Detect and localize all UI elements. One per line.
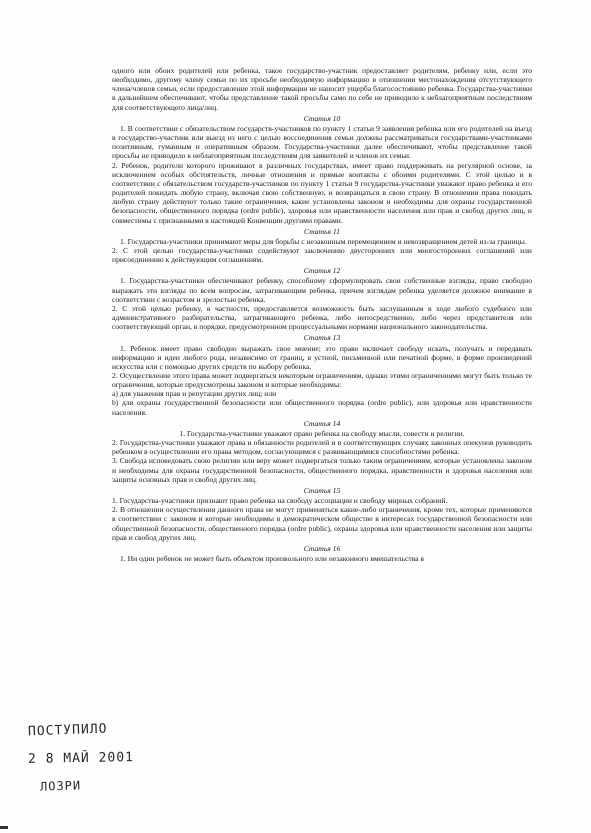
article-13-paragraph-2: 2. Осуществление этого права может подвергаться некоторым ограничениям, однако этими ограничениями могут быть только те ограничения, которые предусмотрены законом и которые необходимы: — [112, 371, 532, 390]
document-body — [112, 66, 532, 563]
received-stamp-label: ПОСТУПИЛО — [27, 721, 108, 740]
article-13-item-a: a) для уважения прав и репутации других лиц; или — [112, 389, 277, 399]
article-13-item-b: b) для охраны государственной безопасности или общественного порядка (ordre public), или здоровья или нравственности населения. — [112, 398, 532, 417]
article-16-paragraph-1: 1. Ни один ребенок не может быть объектом произвольного или незаконного вмешательства в — [120, 553, 424, 563]
article-12-heading: Статья 12 — [303, 266, 341, 276]
article-14-paragraph-3: 3. Свобода исповедовать свою религию или веру может подвергаться только таким ограничениям, которые установлены законом и необходимы для охраны государственной безопасности, общественного порядка, нравственности и здоровья населения или защиты основных прав и свобод других лиц. — [112, 456, 532, 484]
scan-edge-mark — [0, 826, 8, 829]
article-13-heading: Статья 13 — [303, 333, 341, 343]
article-11-paragraph-1: 1. Государства-участники принимают меры для борьбы с незаконным перемещением и невозвращением детей из-за границы. — [120, 236, 527, 246]
article-14-heading: Статья 14 — [303, 418, 341, 428]
paragraph-intro: одного или обоих родителей или ребенка, такое государство-участник предоставляет родителям, ребенку или, если это необходимо, другому члену семьи по их просьбе необходимую информацию в отношении местонахождения отсутствующего члена/членов семьи, если предоставление этой информации не наносит ущерба благосостоянию ребенка. Государства-участники в дальнейшем обеспечивают, чтобы представление такой просьбы само по себе не приводило к неблагоприятным последствиям для соответствующего лица/лиц. — [112, 66, 532, 112]
received-stamp-office: ЛОЗРИ — [39, 778, 82, 794]
article-12-paragraph-2: 2. С этой целью ребенку, в частности, предоставляется возможность быть заслушанным в ходе любого судебного или административного разбирательства, затрагивающего ребенка, либо непосредственно, либо через представителя или соответствующий орган, в порядке, предусмотренном процессуальными нормами национального законодательства. — [112, 303, 532, 332]
article-16-heading: Статья 16 — [303, 543, 341, 553]
article-10-heading: Статья 10 — [303, 113, 341, 123]
article-10-paragraph-2: 2. Ребенок, родители которого проживают в различных государствах, имеет право поддерживать на регулярной основе, за исключением особых обстоятельств, личные отношения и прямые контакты с обоими родителями. С этой целью и в соответствии с обязательством государств-участников по пункту 1 статьи 9 государства-участники уважают право ребенка и его родителей покидать любую страну, включая свою собственную, и возвращаться в свою страну. В отношении права покидать любую страну действуют только такие ограничения, какие установлены законом и необходимы для охраны государственной безопасности, общественного порядка (ordre public), здоровья или нравственности населения или прав и свобод других лиц, и совместимы с признанными в настоящей Конвенции другими правами. — [112, 160, 532, 225]
article-15-paragraph-1: 1. Государства-участники признают право ребенка на свободу ассоциации и свободу мирных собраний. — [112, 496, 448, 506]
article-15-heading: Статья 15 — [303, 485, 341, 495]
article-11-heading: Статья 11 — [304, 226, 340, 236]
article-13-paragraph-1: 1. Ребенок имеет право свободно выражать свое мнение; это право включает свободу искать, получать и передавать информацию и идеи любого рода, независимо от границ, в устной, письменной или печатной форме, в форме произведений искусства или с помощью других средств по выбору ребенка. — [112, 343, 532, 371]
article-14-paragraph-2: 2. Государства-участники уважают права и обязанности родителей и в соответствующих случаях законных опекунов руководить ребенком в осуществлении его права методом, согласующимся с развивающимися способностями ребенка. — [112, 438, 532, 457]
article-12-paragraph-1: 1. Государства-участники обеспечивают ребенку, способному сформулировать свои собственные взгляды, право свободно выражать эти взгляды по всем вопросам, затрагивающим ребенка, причем взглядам ребенка уделяется должное внимание в соответствии с возрастом и зрелостью ребенка. — [112, 276, 532, 304]
article-10-paragraph-1: 1. В соответствии с обязательством государств-участников по пункту 1 статьи 9 заявления ребенка или его родителей на въезд в государство-участник или выезд из него с целью воссоединения семьи должны рассматриваться государствами-участниками позитивным, гуманным и оперативным образом. Государства-участники далее обеспечивают, чтобы представление такой просьбы не приводило к неблагоприятным последствиям для заявителей и членов их семьи. — [112, 123, 532, 161]
article-15-paragraph-2: 2. В отношении осуществления данного права не могут применяться какие-либо ограничения, кроме тех, которые применяются в соответствии с законом и которые необходимы в демократическом обществе в интересах государственной безопасности или общественной безопасности, общественного порядка (ordre public), охраны здоровья или нравственности населения или защиты прав и свобод других лиц. — [112, 505, 532, 542]
article-11-paragraph-2: 2. С этой целью государства-участники содействуют заключению двусторонних или многосторонних соглашений или присоединению к действующим соглашениям. — [112, 245, 532, 265]
received-stamp-date: 2 8 МАЙ 2001 — [27, 750, 135, 767]
article-14-paragraph-1: 1. Государства-участники уважают право ребенка на свободу мысли, совести и религии. — [179, 428, 465, 438]
